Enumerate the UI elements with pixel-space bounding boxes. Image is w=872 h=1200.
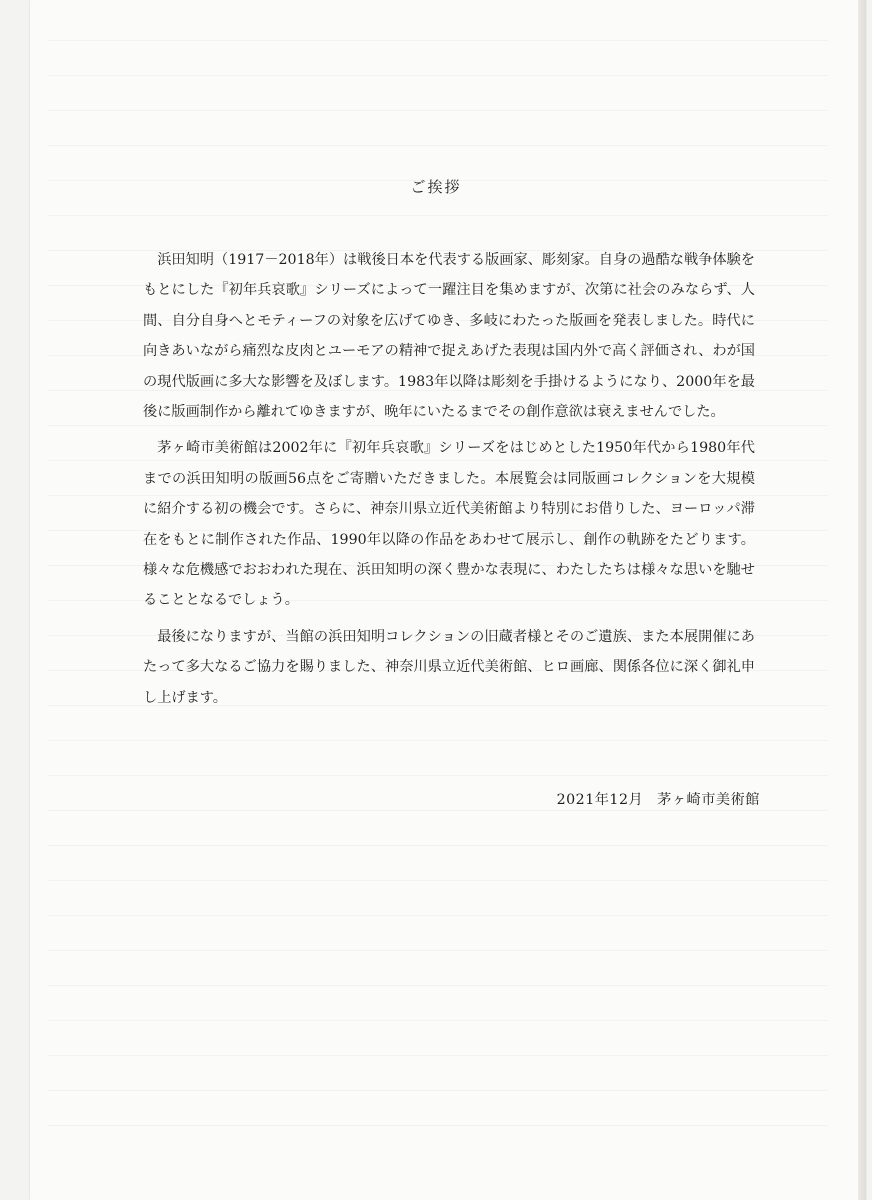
show-through-line bbox=[48, 845, 828, 846]
signature-date: 2021年12月 bbox=[556, 792, 644, 808]
paragraph-exhibition: 茅ヶ崎市美術館は2002年に『初年兵哀歌』シリーズをはじめとした1950年代から1980年代までの浜田知明の版画56点をご寄贈いただきました。本展覧会は同版画コレクションを大規模に紹介する初の機会です。さらに、神奈川県立近代美術館より特別にお借りした、ヨーロッパ滞在をもとに制作された作品、1990年以降の作品をあわせて展示し、創作の軌跡をたどります。様々な危機感でおおわれた現在、浜田知明の深く豊かな表現に、わたしたちは様々な思いを馳せることとなるでしょう。 bbox=[143, 440, 755, 609]
signature-block bbox=[520, 789, 760, 809]
signature-museum: 茅ヶ崎市美術館 bbox=[657, 792, 760, 808]
paragraph-introduction: 浜田知明（1917－2018年）は戦後日本を代表する版画家、彫刻家。自身の過酷な戦争体験をもとにした『初年兵哀歌』シリーズによって一躍注目を集めますが、次第に社会のみならず、人間、自分自身へとモティーフの対象を広げてゆき、多岐にわたった版画を発表しました。時代に向きあいながら痛烈な皮肉とユーモアの精神で捉えあげた表現は国内外で高く評価され、わが国の現代版画に多大な影響を及ぼします。1983年以降は彫刻を手掛けるようになり、2000年を最後に版画制作から離れてゆきますが、晩年にいたるまでその創作意欲は衰えませんでした。 bbox=[143, 252, 755, 421]
show-through-line bbox=[48, 880, 828, 881]
paragraph-acknowledgements: 最後になりますが、当館の浜田知明コレクションの旧蔵者様とそのご遺族、また本展開催にあたって多大なるご協力を賜りました、神奈川県立近代美術館、ヒロ画廊、関係各位に深く御礼申し上げます。 bbox=[143, 628, 755, 706]
show-through-line bbox=[48, 810, 828, 811]
show-through-line bbox=[48, 215, 828, 216]
show-through-line bbox=[48, 75, 828, 76]
show-through-line bbox=[48, 1125, 828, 1126]
show-through-line bbox=[48, 950, 828, 951]
greeting-body bbox=[143, 245, 755, 719]
show-through-line bbox=[48, 915, 828, 916]
show-through-line bbox=[48, 110, 828, 111]
show-through-line bbox=[48, 145, 828, 146]
show-through-line bbox=[48, 40, 828, 41]
document-title: ご挨拶 bbox=[410, 178, 462, 196]
show-through-line bbox=[48, 985, 828, 986]
show-through-line bbox=[48, 1055, 828, 1056]
show-through-line bbox=[48, 1090, 828, 1091]
show-through-line bbox=[48, 1020, 828, 1021]
show-through-line bbox=[48, 740, 828, 741]
show-through-line bbox=[48, 775, 828, 776]
